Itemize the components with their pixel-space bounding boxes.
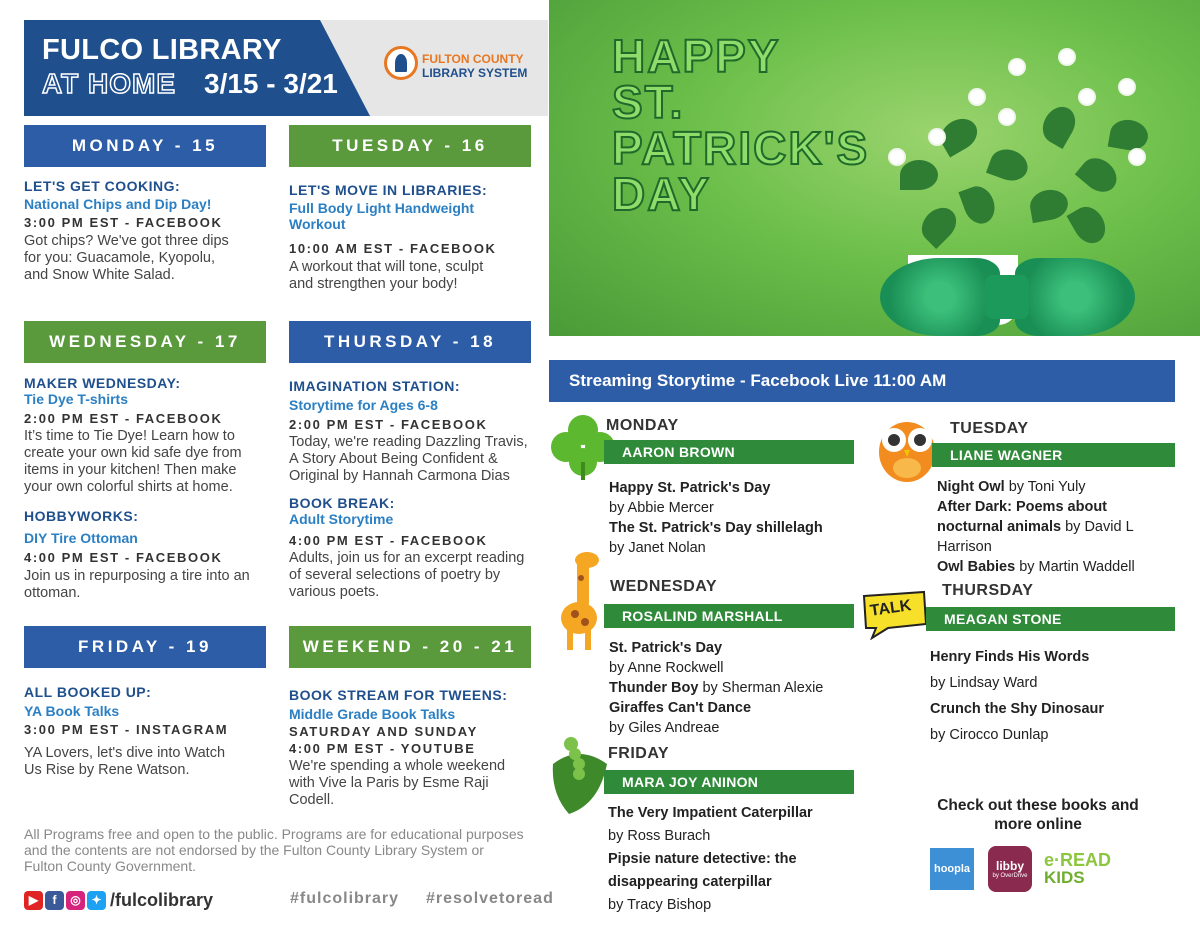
event-subtitle-2: DIY Tire Ottoman xyxy=(24,530,138,546)
event-subtitle: Middle Grade Book Talks xyxy=(289,706,456,722)
hero-line-4: DAY xyxy=(612,168,711,220)
event-subtitle-2: Adult Storytime xyxy=(289,511,394,527)
book-author: by Tracy Bishop xyxy=(608,897,712,913)
hashtag-resolvetoread: #resolvetoread xyxy=(426,890,554,907)
giraffe-icon xyxy=(553,548,611,654)
book-author: by Ross Burach xyxy=(608,828,711,844)
storytime-wednesday-day: WEDNESDAY xyxy=(610,578,718,595)
facebook-icon[interactable]: f xyxy=(45,891,64,910)
book-title: St. Patrick's Day xyxy=(609,640,723,656)
tuesday-header: TUESDAY - 16 xyxy=(289,125,531,167)
book-author: by Cirocco Dunlap xyxy=(930,727,1049,743)
event-title: IMAGINATION STATION: xyxy=(289,378,460,394)
monday-event xyxy=(24,178,274,284)
hashtag-fulcolibrary: #fulcolibrary xyxy=(290,890,400,907)
book-title: Giraffes Can't Dance xyxy=(609,700,752,716)
event-subtitle: Tie Dye T-shirts xyxy=(24,391,129,407)
event-description: Got chips? We've got three dips for you: Guacamole, Kyopolu, and Snow White Salad. xyxy=(24,233,229,283)
storytime-monday-host: AARON BROWN xyxy=(604,440,854,464)
event-time: 3:00 PM EST - FACEBOOK xyxy=(24,215,223,230)
event-description: It’s time to Tie Dye! Learn how to create your own kid safe dye from items in your kitchen! Then make your own colorful shirts at home. xyxy=(24,428,242,495)
event-title-2: BOOK BREAK: xyxy=(289,495,395,511)
date-range: 3/15 - 3/21 xyxy=(204,68,338,99)
book-title: Happy St. Patrick's Day xyxy=(609,480,771,496)
thursday-event xyxy=(289,378,539,601)
youtube-icon[interactable]: ▶ xyxy=(24,891,43,910)
caterpillar-leaf-icon xyxy=(549,734,611,816)
twitter-icon[interactable]: ✦ xyxy=(87,891,106,910)
storytime-monday-books xyxy=(609,478,864,558)
book-title: The Very Impatient Caterpillar xyxy=(608,805,813,821)
social-links xyxy=(24,888,213,912)
storytime-thursday-host: MEAGAN STONE xyxy=(926,607,1175,631)
green-bow-right xyxy=(1015,258,1135,336)
book-title: The St. Patrick's Day shillelagh xyxy=(609,520,823,536)
book-title: Owl Babies xyxy=(937,559,1016,575)
eread-kids-app-link[interactable] xyxy=(1044,848,1144,890)
hero-line-1: HAPPY xyxy=(612,30,781,82)
storytime-monday-day: MONDAY xyxy=(606,417,679,434)
libby-app-link[interactable] xyxy=(988,846,1032,892)
book-title: After Dark: Poems about nocturnal animals xyxy=(937,499,1108,535)
storytime-friday-host: MARA JOY ANINON xyxy=(604,770,854,794)
tuesday-event xyxy=(289,182,534,293)
talk-label: TALK xyxy=(868,597,913,620)
event-title-2: HOBBYWORKS: xyxy=(24,508,139,524)
library-logo-line2: LIBRARY SYSTEM xyxy=(422,66,528,80)
event-time-2: 4:00 PM EST - FACEBOOK xyxy=(24,550,223,565)
event-subtitle: Storytime for Ages 6-8 xyxy=(289,397,438,413)
storytime-thursday-books xyxy=(930,644,1170,748)
check-out-text: Check out these books and more online xyxy=(937,797,1139,833)
book-author: by Toni Yuly xyxy=(1004,479,1086,495)
weekend-header: WEEKEND - 20 - 21 xyxy=(289,626,531,668)
event-description-2: Adults, join us for an excerpt reading of several selections of poetry by various poets. xyxy=(289,550,525,600)
shamrock-plant-icon xyxy=(870,40,1170,270)
book-title: Night Owl xyxy=(937,479,1005,495)
book-author: by Lindsay Ward xyxy=(930,675,1038,691)
event-time-2: 4:00 PM EST - FACEBOOK xyxy=(289,533,488,548)
eread-kids-label: KIDS xyxy=(1044,868,1085,887)
friday-event xyxy=(24,684,274,779)
wednesday-header: WEDNESDAY - 17 xyxy=(24,321,266,363)
event-time: 3:00 PM EST - INSTAGRAM xyxy=(24,722,229,737)
storytime-friday-books xyxy=(608,802,868,917)
event-title: LET'S MOVE IN LIBRARIES: xyxy=(289,182,488,198)
book-author: by Abbie Mercer xyxy=(609,500,714,516)
book-author: by Giles Andreae xyxy=(609,720,720,736)
book-title: Crunch the Shy Dinosaur xyxy=(930,701,1105,717)
libby-label: libby xyxy=(995,859,1024,873)
event-title: MAKER WEDNESDAY: xyxy=(24,375,181,391)
hoopla-app-link[interactable]: hoopla xyxy=(930,848,974,890)
storytime-friday-day: FRIDAY xyxy=(608,745,670,762)
event-description: Today, we're reading Dazzling Travis, A Story About Being Confident & Original by Hannah Carmona Dias xyxy=(289,434,528,484)
event-time: 4:00 PM EST - YOUTUBE xyxy=(289,741,476,756)
event-description-2: Join us in repurposing a tire into an ottoman. xyxy=(24,568,250,601)
event-title: BOOK STREAM FOR TWEENS: xyxy=(289,687,508,703)
wednesday-event xyxy=(24,375,274,602)
storytime-wednesday-host: ROSALIND MARSHALL xyxy=(604,604,854,628)
book-author: by Janet Nolan xyxy=(609,540,706,556)
event-title: LET'S GET COOKING: xyxy=(24,178,181,194)
storytime-thursday-day: THURSDAY xyxy=(942,582,1034,599)
storytime-wednesday-books xyxy=(609,638,864,738)
page-title: FULCO LIBRARY xyxy=(42,34,282,66)
event-description: A workout that will tone, sculpt and strengthen your body! xyxy=(289,259,484,292)
book-author: by Sherman Alexie xyxy=(698,680,824,696)
event-time: 2:00 PM EST - FACEBOOK xyxy=(24,411,223,426)
event-time: 10:00 AM EST - FACEBOOK xyxy=(289,241,497,256)
hero-line-3: PATRICK'S xyxy=(612,122,870,174)
social-handle: /fulcolibrary xyxy=(110,889,214,910)
event-time-days: SATURDAY AND SUNDAY xyxy=(289,724,478,739)
green-bow-knot xyxy=(985,275,1029,319)
fulton-county-tree-icon xyxy=(384,46,418,80)
book-author: by David L Harrison xyxy=(937,519,1134,555)
owl-icon xyxy=(874,410,940,484)
thursday-header: THURSDAY - 18 xyxy=(289,321,531,363)
talk-bubble-icon xyxy=(858,590,930,640)
storytime-header: Streaming Storytime - Facebook Live 11:00 AM xyxy=(549,360,1175,402)
book-author: by Martin Waddell xyxy=(1015,559,1135,575)
libby-sub-label: by OverDrive xyxy=(992,873,1028,879)
weekend-event xyxy=(289,687,539,809)
book-title: Thunder Boy xyxy=(609,680,699,696)
event-subtitle: National Chips and Dip Day! xyxy=(24,196,212,212)
book-author: by Anne Rockwell xyxy=(609,660,724,676)
disclaimer-text: All Programs free and open to the public. Programs are for educational purposes and the contents are not endorsed by the Fulton County Library System or Fulton County Government. xyxy=(24,826,524,874)
instagram-icon[interactable]: ◎ xyxy=(66,891,85,910)
page-subtitle: AT HOME xyxy=(42,68,177,99)
event-description: We're spending a whole weekend with Vive la Paris by Esme Raji Codell. xyxy=(289,758,506,808)
event-subtitle: Full Body Light Handweight Workout xyxy=(289,200,475,232)
friday-header: FRIDAY - 19 xyxy=(24,626,266,668)
event-time: 2:00 PM EST - FACEBOOK xyxy=(289,417,488,432)
eread-label: e·READ xyxy=(1044,850,1112,870)
green-bow-left xyxy=(880,258,1000,336)
storytime-tuesday-books xyxy=(937,477,1177,577)
library-logo-line1: FULTON COUNTY xyxy=(422,52,524,66)
book-title: Pipsie nature detective: the disappearing caterpillar xyxy=(608,851,797,890)
hero-line-2: ST. xyxy=(612,76,685,128)
book-title: Henry Finds His Words xyxy=(930,649,1090,665)
storytime-tuesday-host: LIANE WAGNER xyxy=(932,443,1175,467)
event-title: ALL BOOKED UP: xyxy=(24,684,152,700)
event-description: YA Lovers, let's dive into Watch Us Rise by Rene Watson. xyxy=(24,745,226,778)
monday-header: MONDAY - 15 xyxy=(24,125,266,167)
storytime-tuesday-day: TUESDAY xyxy=(950,420,1029,437)
event-subtitle: YA Book Talks xyxy=(24,703,120,719)
